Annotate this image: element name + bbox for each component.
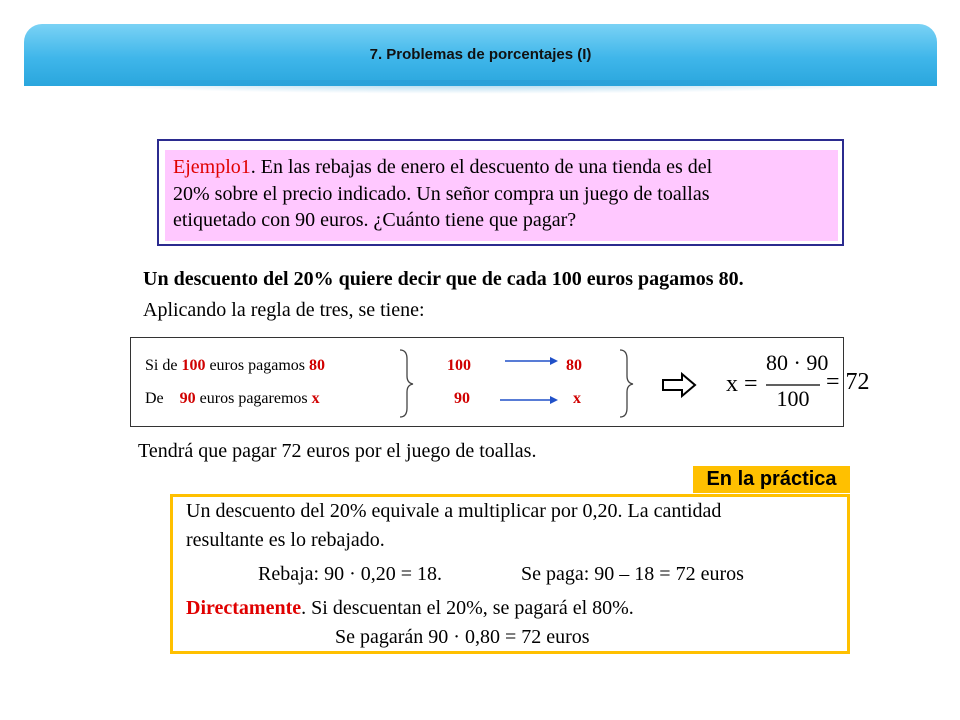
practice-final: Se pagarán 90 · 0,80 = 72 euros	[335, 626, 590, 648]
right-brace-icon	[620, 350, 633, 417]
example-label: Ejemplo1	[173, 156, 251, 178]
practice-badge: En la práctica	[693, 466, 850, 493]
col-left-top: 100	[447, 357, 471, 374]
practice-direct: Directamente. Si descuentan el 20%, se pagará el 80%.	[186, 597, 634, 619]
col-right-bottom: x	[573, 390, 581, 407]
conclusion: Tendrá que pagar 72 euros por el juego de toallas.	[138, 440, 537, 462]
formula-numerator: 80 · 90	[766, 350, 829, 375]
example-line-3: etiquetado con 90 euros. ¿Cuánto tiene que pagar?	[173, 209, 577, 231]
rule-row-2: De 90 euros pagaremos x	[145, 390, 320, 407]
arrow-bottom-head-icon	[550, 396, 558, 404]
implies-arrow-icon	[663, 374, 695, 396]
rule-row-1: Si de 100 euros pagamos 80	[145, 357, 325, 374]
formula-lhs: x =	[726, 371, 758, 397]
example-line-2: 20% sobre el precio indicado. Un señor compra un juego de toallas	[173, 182, 710, 205]
practice-line-2: resultante es lo rebajado.	[186, 529, 385, 551]
practice-rebaja: Rebaja: 90 · 0,20 = 18.	[258, 563, 443, 585]
formula-result: = 72	[826, 369, 870, 395]
rule-intro: Aplicando la regla de tres, se tiene:	[143, 299, 425, 321]
col-left-bottom: 90	[454, 390, 470, 407]
practice-line-1: Un descuento del 20% equivale a multiplicar por 0,20. La cantidad	[186, 500, 722, 522]
example-line-1: . En las rebajas de enero el descuento de una tienda es del	[250, 156, 713, 178]
page-title: 7. Problemas de porcentajes (I)	[369, 46, 592, 63]
example-statement	[165, 150, 838, 241]
direct-label: Directamente	[186, 597, 302, 619]
arrow-top-head-icon	[550, 357, 558, 365]
col-right-top: 80	[566, 357, 582, 374]
practice-se-paga: Se paga: 90 – 18 = 72 euros	[521, 563, 744, 585]
left-brace-icon	[400, 350, 413, 417]
formula-denominator: 100	[776, 386, 810, 411]
discount-meaning: Un descuento del 20% quiere decir que de cada 100 euros pagamos 80.	[143, 268, 744, 290]
